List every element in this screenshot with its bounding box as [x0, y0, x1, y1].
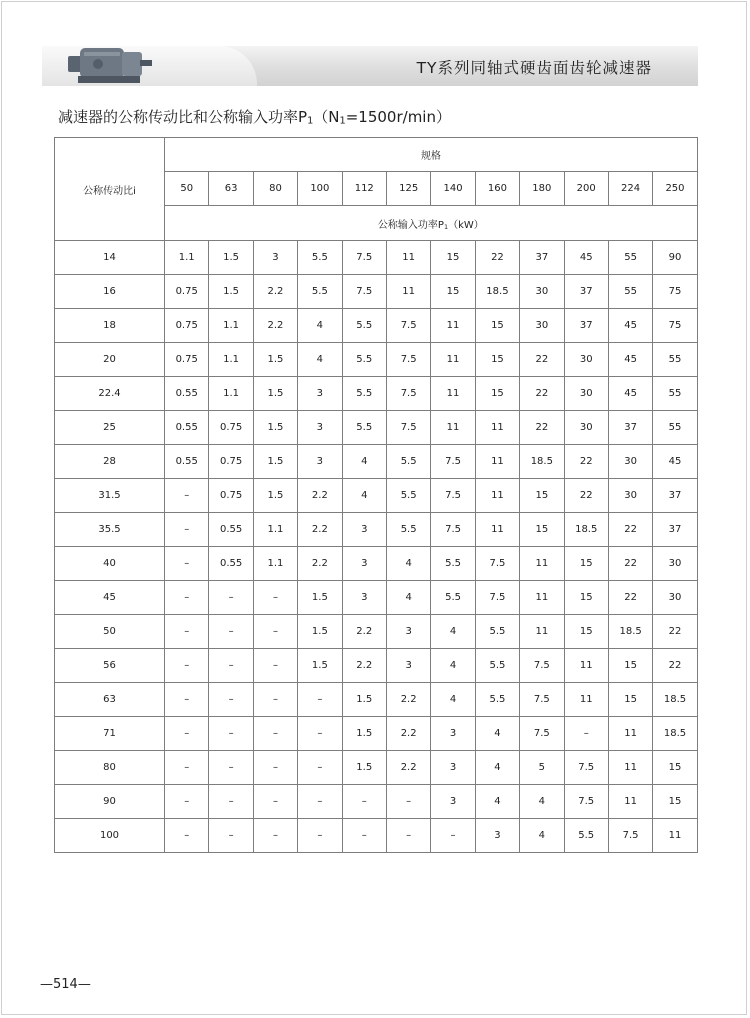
ratio-cell: 28 — [55, 445, 165, 479]
power-value-cell: 75 — [653, 309, 697, 343]
ratio-cell: 25 — [55, 411, 165, 445]
power-value-cell: 11 — [431, 343, 475, 377]
power-value-cell: 4 — [342, 479, 386, 513]
power-value-cell: 5.5 — [564, 819, 608, 853]
power-value-cell: – — [298, 683, 342, 717]
power-value-cell: – — [298, 785, 342, 819]
power-value-cell: 0.55 — [209, 513, 253, 547]
power-value-cell: 15 — [608, 649, 652, 683]
power-value-cell: 4 — [520, 785, 564, 819]
power-value-cell: – — [209, 649, 253, 683]
power-value-cell: 4 — [431, 683, 475, 717]
power-value-cell: 0.75 — [209, 479, 253, 513]
power-value-cell: 5.5 — [475, 683, 519, 717]
table-row — [55, 411, 698, 445]
power-value-cell: 37 — [520, 241, 564, 275]
power-value-cell: 22 — [653, 615, 697, 649]
power-value-cell: – — [298, 717, 342, 751]
power-value-cell: 7.5 — [386, 411, 430, 445]
power-value-cell: 1.5 — [253, 377, 297, 411]
power-value-cell: 22 — [564, 445, 608, 479]
power-value-cell: 4 — [431, 615, 475, 649]
power-value-cell: 7.5 — [431, 445, 475, 479]
power-value-cell: 11 — [564, 649, 608, 683]
power-value-cell: 3 — [431, 717, 475, 751]
ratio-cell: 71 — [55, 717, 165, 751]
power-value-cell: 0.55 — [165, 411, 209, 445]
table-row — [55, 479, 698, 513]
power-value-cell: 30 — [653, 581, 697, 615]
power-value-cell: – — [253, 717, 297, 751]
power-value-cell: – — [165, 649, 209, 683]
power-value-cell: 5.5 — [298, 275, 342, 309]
size-header-cell: 63 — [209, 172, 253, 206]
power-value-cell: 37 — [653, 513, 697, 547]
power-value-cell: 55 — [608, 275, 652, 309]
power-value-cell: 3 — [475, 819, 519, 853]
power-value-cell: – — [165, 547, 209, 581]
power-value-cell: 4 — [431, 649, 475, 683]
power-value-cell: 18.5 — [608, 615, 652, 649]
size-header-cell: 160 — [475, 172, 519, 206]
power-value-cell: 18.5 — [520, 445, 564, 479]
size-header-cell: 180 — [520, 172, 564, 206]
power-value-cell: 15 — [520, 479, 564, 513]
power-value-cell: 15 — [475, 309, 519, 343]
size-header-cell: 200 — [564, 172, 608, 206]
ratio-cell: 22.4 — [55, 377, 165, 411]
power-value-cell: 5.5 — [475, 649, 519, 683]
power-value-cell: 3 — [342, 581, 386, 615]
power-value-cell: – — [209, 785, 253, 819]
power-value-cell: 15 — [653, 751, 697, 785]
power-value-cell: 0.55 — [165, 377, 209, 411]
power-value-cell: – — [209, 751, 253, 785]
power-value-cell: 11 — [520, 547, 564, 581]
power-value-cell: 1.1 — [253, 547, 297, 581]
power-value-cell: 45 — [608, 377, 652, 411]
power-value-cell: 55 — [653, 377, 697, 411]
power-value-cell: 15 — [564, 615, 608, 649]
power-value-cell: 7.5 — [520, 683, 564, 717]
power-value-cell: 1.5 — [298, 615, 342, 649]
power-value-cell: 5.5 — [431, 581, 475, 615]
power-value-cell: 3 — [431, 785, 475, 819]
table-row — [55, 377, 698, 411]
power-value-cell: 2.2 — [342, 649, 386, 683]
power-value-cell: 0.75 — [209, 445, 253, 479]
table-row — [55, 343, 698, 377]
power-value-cell: 7.5 — [564, 751, 608, 785]
power-value-cell: 7.5 — [342, 241, 386, 275]
power-value-cell: 11 — [475, 479, 519, 513]
header-title: TY系列同轴式硬齿面齿轮减速器 — [416, 59, 652, 77]
section-title: 减速器的公称传动比和公称输入功率$P_1(N_1=1500r/\min)$ — [58, 108, 451, 127]
power-value-cell: 7.5 — [520, 649, 564, 683]
power-value-cell: – — [342, 819, 386, 853]
ratio-cell: 56 — [55, 649, 165, 683]
power-value-cell: – — [209, 581, 253, 615]
power-value-cell: 1.5 — [209, 241, 253, 275]
power-value-cell: 7.5 — [475, 581, 519, 615]
power-value-cell: 90 — [653, 241, 697, 275]
power-value-cell: 22 — [475, 241, 519, 275]
power-value-cell: 2.2 — [386, 683, 430, 717]
power-value-cell: 5.5 — [431, 547, 475, 581]
power-value-cell: 45 — [608, 309, 652, 343]
power-value-cell: 11 — [431, 377, 475, 411]
power-value-cell: 37 — [608, 411, 652, 445]
ratio-cell: 16 — [55, 275, 165, 309]
power-value-cell: 11 — [431, 411, 475, 445]
power-value-cell: 7.5 — [386, 343, 430, 377]
table-row — [55, 649, 698, 683]
power-value-cell: 2.2 — [253, 309, 297, 343]
power-value-cell: 15 — [475, 343, 519, 377]
power-value-cell: – — [253, 819, 297, 853]
power-rating-table — [54, 137, 698, 853]
power-value-cell: 7.5 — [342, 275, 386, 309]
table-row — [55, 717, 698, 751]
power-value-cell: – — [209, 819, 253, 853]
power-value-cell: 7.5 — [431, 479, 475, 513]
power-value-cell: – — [342, 785, 386, 819]
power-value-cell: 30 — [520, 275, 564, 309]
power-value-cell: 5.5 — [386, 445, 430, 479]
table-row — [55, 819, 698, 853]
power-value-cell: 37 — [564, 309, 608, 343]
power-value-cell: 1.5 — [253, 445, 297, 479]
power-value-cell: – — [165, 615, 209, 649]
power-value-cell: 2.2 — [298, 547, 342, 581]
power-value-cell: 5.5 — [386, 513, 430, 547]
table-row — [55, 445, 698, 479]
power-value-cell: 1.5 — [253, 479, 297, 513]
power-value-cell: 4 — [342, 445, 386, 479]
size-header-cell: 112 — [342, 172, 386, 206]
power-value-cell: 4 — [520, 819, 564, 853]
power-value-cell: – — [386, 819, 430, 853]
power-value-cell: 75 — [653, 275, 697, 309]
power-value-cell: 30 — [653, 547, 697, 581]
power-value-cell: 15 — [653, 785, 697, 819]
power-value-cell: 30 — [564, 377, 608, 411]
ratio-cell: 50 — [55, 615, 165, 649]
table-row — [55, 309, 698, 343]
power-unit-label: 公称输入功率$P_1(kW)$ — [165, 206, 698, 241]
size-header-cell: 250 — [653, 172, 697, 206]
power-value-cell: – — [253, 683, 297, 717]
power-value-cell: 4 — [298, 343, 342, 377]
table-body — [55, 241, 698, 853]
power-value-cell: 15 — [431, 241, 475, 275]
power-value-cell: 2.2 — [386, 717, 430, 751]
power-value-cell: 18.5 — [475, 275, 519, 309]
power-value-cell: 11 — [386, 241, 430, 275]
power-value-cell: 3 — [342, 547, 386, 581]
power-value-cell: – — [209, 615, 253, 649]
power-value-cell: 1.1 — [209, 377, 253, 411]
table-row — [55, 547, 698, 581]
power-value-cell: 7.5 — [386, 309, 430, 343]
power-value-cell: 3 — [298, 445, 342, 479]
power-value-cell: 3 — [386, 615, 430, 649]
table-row — [55, 513, 698, 547]
power-value-cell: 22 — [520, 343, 564, 377]
ratio-cell: 45 — [55, 581, 165, 615]
power-value-cell: 11 — [608, 785, 652, 819]
power-value-cell: 4 — [475, 717, 519, 751]
power-value-cell: 2.2 — [342, 615, 386, 649]
power-value-cell: 0.55 — [209, 547, 253, 581]
power-value-cell: 3 — [386, 649, 430, 683]
power-value-cell: 3 — [298, 377, 342, 411]
table-row — [55, 615, 698, 649]
power-value-cell: 3 — [342, 513, 386, 547]
power-value-cell: 30 — [564, 343, 608, 377]
size-header-cell: 50 — [165, 172, 209, 206]
power-value-cell: – — [165, 683, 209, 717]
ratio-cell: 40 — [55, 547, 165, 581]
power-value-cell: 30 — [520, 309, 564, 343]
power-value-cell: 7.5 — [431, 513, 475, 547]
power-value-cell: 22 — [653, 649, 697, 683]
ratio-cell: 14 — [55, 241, 165, 275]
power-value-cell: – — [209, 717, 253, 751]
ratio-cell: 100 — [55, 819, 165, 853]
power-value-cell: – — [253, 615, 297, 649]
power-value-cell: 11 — [475, 513, 519, 547]
power-value-cell: 30 — [608, 445, 652, 479]
power-value-cell: 5.5 — [342, 411, 386, 445]
power-value-cell: 1.5 — [342, 751, 386, 785]
power-value-cell: 18.5 — [653, 717, 697, 751]
power-value-cell: 11 — [564, 683, 608, 717]
power-value-cell: 1.1 — [209, 309, 253, 343]
power-value-cell: – — [253, 649, 297, 683]
power-value-cell: 22 — [520, 411, 564, 445]
table-row — [55, 275, 698, 309]
power-value-cell: 55 — [653, 343, 697, 377]
power-value-cell: 37 — [564, 275, 608, 309]
ratio-cell: 80 — [55, 751, 165, 785]
power-value-cell: – — [564, 717, 608, 751]
ratio-column-header: 公称传动比i — [55, 138, 165, 241]
power-value-cell: 4 — [475, 751, 519, 785]
power-value-cell: – — [298, 751, 342, 785]
ratio-cell: 31.5 — [55, 479, 165, 513]
power-value-cell: 7.5 — [520, 717, 564, 751]
table-row — [55, 683, 698, 717]
power-value-cell: 37 — [653, 479, 697, 513]
power-value-cell: – — [253, 751, 297, 785]
table-row — [55, 241, 698, 275]
power-value-cell: 22 — [608, 547, 652, 581]
power-value-cell: 45 — [608, 343, 652, 377]
table-row — [55, 785, 698, 819]
power-value-cell: 55 — [608, 241, 652, 275]
power-value-cell: – — [165, 717, 209, 751]
table-row — [55, 581, 698, 615]
power-value-cell: 0.55 — [165, 445, 209, 479]
power-value-cell: 2.2 — [386, 751, 430, 785]
power-value-cell: 11 — [386, 275, 430, 309]
ratio-cell: 18 — [55, 309, 165, 343]
power-value-cell: – — [253, 785, 297, 819]
ratio-cell: 20 — [55, 343, 165, 377]
table-row — [55, 751, 698, 785]
power-value-cell: 0.75 — [165, 275, 209, 309]
power-value-cell: 45 — [653, 445, 697, 479]
power-value-cell: 1.5 — [342, 683, 386, 717]
power-value-cell: 3 — [253, 241, 297, 275]
power-value-cell: 3 — [298, 411, 342, 445]
power-value-cell: – — [165, 513, 209, 547]
power-value-cell: – — [253, 581, 297, 615]
power-value-cell: 15 — [475, 377, 519, 411]
power-value-cell: – — [165, 819, 209, 853]
size-header-cell: 125 — [386, 172, 430, 206]
power-value-cell: 30 — [608, 479, 652, 513]
power-value-cell: 22 — [564, 479, 608, 513]
size-header-cell: 100 — [298, 172, 342, 206]
power-value-cell: 4 — [386, 547, 430, 581]
page-number: —514— — [40, 977, 91, 992]
size-group-header: 规格 — [165, 138, 698, 172]
power-value-cell: 4 — [386, 581, 430, 615]
power-value-cell: 22 — [608, 581, 652, 615]
power-value-cell: 5.5 — [298, 241, 342, 275]
power-value-cell: 5 — [520, 751, 564, 785]
power-value-cell: 11 — [520, 615, 564, 649]
power-value-cell: 0.75 — [165, 343, 209, 377]
power-value-cell: 4 — [475, 785, 519, 819]
power-value-cell: 22 — [608, 513, 652, 547]
power-value-cell: 11 — [608, 751, 652, 785]
power-value-cell: 0.75 — [165, 309, 209, 343]
power-value-cell: 11 — [520, 581, 564, 615]
power-value-cell: 11 — [608, 717, 652, 751]
power-value-cell: 1.1 — [209, 343, 253, 377]
power-value-cell: 11 — [475, 445, 519, 479]
power-value-cell: 30 — [564, 411, 608, 445]
power-value-cell: – — [165, 785, 209, 819]
power-value-cell: 18.5 — [653, 683, 697, 717]
power-value-cell: 18.5 — [564, 513, 608, 547]
power-value-cell: 1.5 — [253, 343, 297, 377]
power-value-cell: 55 — [653, 411, 697, 445]
power-value-cell: 2.2 — [298, 513, 342, 547]
power-value-cell: 7.5 — [564, 785, 608, 819]
size-header-cell: 224 — [608, 172, 652, 206]
power-value-cell: – — [165, 581, 209, 615]
power-value-cell: 15 — [608, 683, 652, 717]
power-value-cell: 15 — [431, 275, 475, 309]
power-value-cell: 22 — [520, 377, 564, 411]
power-value-cell: 5.5 — [342, 377, 386, 411]
power-value-cell: 15 — [520, 513, 564, 547]
power-value-cell: 7.5 — [475, 547, 519, 581]
power-value-cell: 5.5 — [475, 615, 519, 649]
power-value-cell: 45 — [564, 241, 608, 275]
power-value-cell: 1.5 — [342, 717, 386, 751]
power-value-cell: 11 — [431, 309, 475, 343]
gear-reducer-photo — [64, 40, 156, 88]
power-value-cell: 1.5 — [298, 649, 342, 683]
power-value-cell: 2.2 — [298, 479, 342, 513]
power-value-cell: 3 — [431, 751, 475, 785]
power-value-cell: – — [165, 479, 209, 513]
power-value-cell: 1.5 — [253, 411, 297, 445]
power-value-cell: 5.5 — [386, 479, 430, 513]
power-value-cell: 4 — [298, 309, 342, 343]
power-value-cell: – — [386, 785, 430, 819]
power-value-cell: 5.5 — [342, 309, 386, 343]
power-value-cell: 1.5 — [209, 275, 253, 309]
power-value-cell: 7.5 — [608, 819, 652, 853]
power-value-cell: 1.1 — [165, 241, 209, 275]
power-value-cell: 7.5 — [386, 377, 430, 411]
power-value-cell: – — [209, 683, 253, 717]
power-value-cell: 1.5 — [298, 581, 342, 615]
power-value-cell: 15 — [564, 581, 608, 615]
power-value-cell: 11 — [475, 411, 519, 445]
size-header-cell: 80 — [253, 172, 297, 206]
power-value-cell: – — [431, 819, 475, 853]
power-value-cell: – — [298, 819, 342, 853]
table-header-row — [55, 138, 698, 172]
power-value-cell: – — [165, 751, 209, 785]
ratio-cell: 63 — [55, 683, 165, 717]
ratio-cell: 90 — [55, 785, 165, 819]
power-value-cell: 2.2 — [253, 275, 297, 309]
power-value-cell: 15 — [564, 547, 608, 581]
power-value-cell: 1.1 — [253, 513, 297, 547]
size-header-cell: 140 — [431, 172, 475, 206]
power-value-cell: 0.75 — [209, 411, 253, 445]
ratio-cell: 35.5 — [55, 513, 165, 547]
power-value-cell: 11 — [653, 819, 697, 853]
power-value-cell: 5.5 — [342, 343, 386, 377]
